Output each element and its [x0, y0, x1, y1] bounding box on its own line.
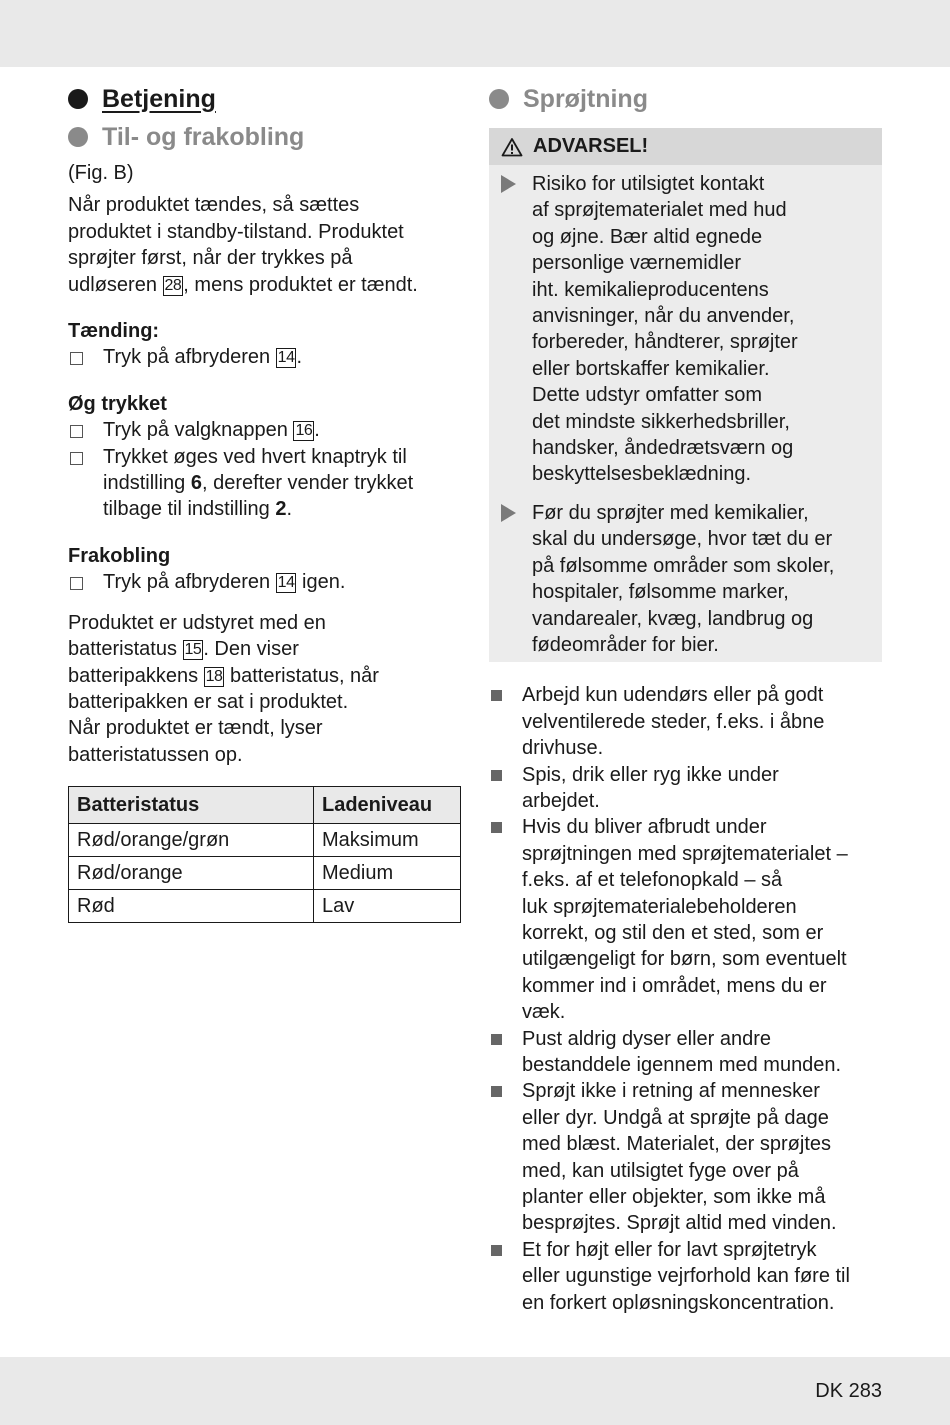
warning-line: det mindste sikkerhedsbriller,	[532, 410, 790, 433]
list-item	[489, 762, 882, 815]
right-column	[489, 80, 882, 1316]
bullet-dot-icon	[489, 89, 509, 109]
ref-number: 15	[184, 641, 202, 659]
ref-number: 18	[205, 667, 223, 685]
warning-line: på følsomme områder som skoler,	[532, 554, 835, 577]
warning-line: Dette udstyr omfatter som	[532, 384, 763, 407]
warning-line: handsker, åndedrætsværn og	[532, 437, 794, 460]
table-header-row	[69, 787, 461, 824]
checkbox-square-icon	[70, 577, 83, 590]
warning-line: og øjne. Bær altid egnede	[532, 225, 763, 248]
warning-item	[489, 165, 882, 494]
square-bullet-icon	[491, 770, 502, 781]
square-bullet-icon	[491, 1245, 502, 1256]
warning-line: anvisninger, når du anvender,	[532, 305, 795, 328]
bullet-line: Et for højt eller for lavt sprøjtetryk	[522, 1238, 817, 1261]
ref-number: 16	[295, 422, 313, 440]
heading-betjening: Betjening	[68, 80, 463, 118]
list-item	[489, 1237, 882, 1316]
arrow-right-icon	[501, 175, 516, 193]
bullet-line: luk sprøjtematerialebeholderen	[522, 895, 797, 918]
bullet-line: planter eller objekter, som ikke må	[522, 1186, 826, 1209]
top-bar	[0, 0, 950, 67]
square-bullet-icon	[491, 1086, 502, 1097]
ref-number: 14	[277, 574, 295, 592]
warning-line: Før du sprøjter med kemikalier,	[532, 501, 809, 524]
list-item: Tryk på afbryderen 14 igen.	[68, 569, 463, 595]
list-item: Tryk på valgknappen 16 .	[68, 417, 463, 443]
warning-line: iht. kemikalieproducentens	[532, 278, 769, 301]
square-bullet-icon	[491, 822, 502, 833]
warning-triangle-icon	[501, 137, 523, 157]
bullet-line: Hvis du bliver afbrudt under	[522, 816, 767, 839]
table-header: Ladeniveau	[314, 787, 461, 824]
table-row: Rød/orange Medium	[69, 857, 461, 890]
checkbox-square-icon	[70, 425, 83, 438]
list-item: Trykket øges ved hvert knaptryk til indstilling 6, derefter vender trykket tilbage til indstilling 2.	[68, 444, 463, 523]
warning-line: eller bortskaffer kemikalier.	[532, 357, 770, 380]
square-bullet-icon	[491, 1034, 502, 1045]
warning-header: ADVARSEL!	[489, 128, 882, 165]
bullet-dot-icon	[68, 127, 88, 147]
bullet-line: drivhuse.	[522, 737, 604, 760]
battery-paragraph: Produktet er udstyret med en batteristatus 15 . Den viser batteripakkens 18 batteristatus, når batteripakken er sat i produktet. Når produktet er tændt, lyser batteristatussen op.	[68, 611, 379, 766]
bullet-line: væk.	[522, 1001, 566, 1024]
bullet-line: Sprøjt ikke i retning af mennesker	[522, 1080, 820, 1103]
checkbox-square-icon	[70, 452, 83, 465]
warning-line: Risiko for utilsigtet kontakt	[532, 173, 765, 195]
bullet-line: utilgængeligt for børn, som eventuelt	[522, 948, 847, 971]
warning-line: forbereder, håndterer, sprøjter	[532, 331, 798, 354]
table-header: Batteristatus	[69, 787, 314, 824]
table-row: Rød/orange/grøn Maksimum	[69, 824, 461, 857]
bullet-line: sprøjtningen med sprøjtematerialet –	[522, 842, 848, 865]
og-trykket-title: Øg trykket	[68, 392, 167, 415]
warning-line: skal du undersøge, hvor tæt du er	[532, 528, 833, 551]
list-item	[489, 682, 882, 761]
checkbox-square-icon	[70, 352, 83, 365]
fig-reference: (Fig. B)	[68, 162, 134, 184]
battery-status-table	[68, 786, 461, 923]
bullet-line: eller ugunstige vejrforhold kan føre til	[522, 1265, 850, 1288]
bullet-line: f.eks. af et telefonopkald – så	[522, 869, 783, 892]
ref-number: 14	[277, 349, 295, 367]
bullet-line: en forkert opløsningskoncentration.	[522, 1291, 835, 1314]
warning-line: vandarealer, kvæg, landbrug og	[532, 607, 814, 630]
left-column	[68, 80, 463, 923]
table-row: Rød Lav	[69, 890, 461, 923]
footer-bar	[0, 1357, 950, 1425]
taending-title: Tænding:	[68, 320, 160, 343]
bullet-line: Arbejd kun udendørs eller på godt	[522, 684, 824, 707]
square-bullet-icon	[491, 690, 502, 701]
warning-item	[489, 494, 882, 662]
warning-line: hospitaler, følsomme marker,	[532, 581, 789, 604]
bullet-line: velventilerede steder, f.eks. i åbne	[522, 710, 825, 733]
bullet-line: Spis, drik eller ryg ikke under	[522, 763, 779, 786]
intro-paragraph: Når produktet tændes, så sættes produktet i standby-tilstand. Produktet sprøjter først, når der trykkes på udløseren 28 , mens produktet er tændt.	[68, 194, 418, 296]
bullet-line: Pust aldrig dyser eller andre	[522, 1027, 772, 1050]
bullet-line: kommer ind i området, mens du er	[522, 974, 827, 997]
warning-line: beskyttelsesbeklædning.	[532, 463, 752, 486]
bullet-line: med, kan utilsigtet fyge over på	[522, 1159, 799, 1182]
bullet-line: arbejdet.	[522, 789, 600, 812]
ref-number: 28	[164, 276, 182, 294]
list-item	[489, 1026, 882, 1079]
bullet-line: med blæst. Materialet, der sprøjtes	[522, 1133, 831, 1156]
safety-bullet-list	[489, 682, 882, 1316]
warning-line: personlige værnemidler	[532, 252, 741, 275]
bullet-line: besprøjtes. Sprøjt altid med vinden.	[522, 1212, 837, 1235]
page-number: DK 283	[815, 1380, 882, 1402]
bullet-dot-icon	[68, 89, 88, 109]
bullet-line: korrekt, og stil den et sted, som er	[522, 921, 824, 944]
heading-sproejtning: Sprøjtning	[489, 80, 882, 118]
bullet-line: bestanddele igennem med munden.	[522, 1054, 842, 1076]
warning-line: af sprøjtematerialet med hud	[532, 199, 787, 222]
arrow-right-icon	[501, 504, 516, 522]
list-item: Tryk på afbryderen 14 .	[68, 344, 463, 370]
warning-line: fødeområder for bier.	[532, 633, 719, 656]
list-item	[489, 814, 882, 1025]
list-item	[489, 1078, 882, 1236]
warning-box	[489, 128, 882, 662]
bullet-line: eller dyr. Undgå at sprøjte på dage	[522, 1106, 829, 1129]
heading-til-og-frakobling: Til- og frakobling	[68, 118, 463, 156]
frakobling-title: Frakobling	[68, 544, 171, 567]
